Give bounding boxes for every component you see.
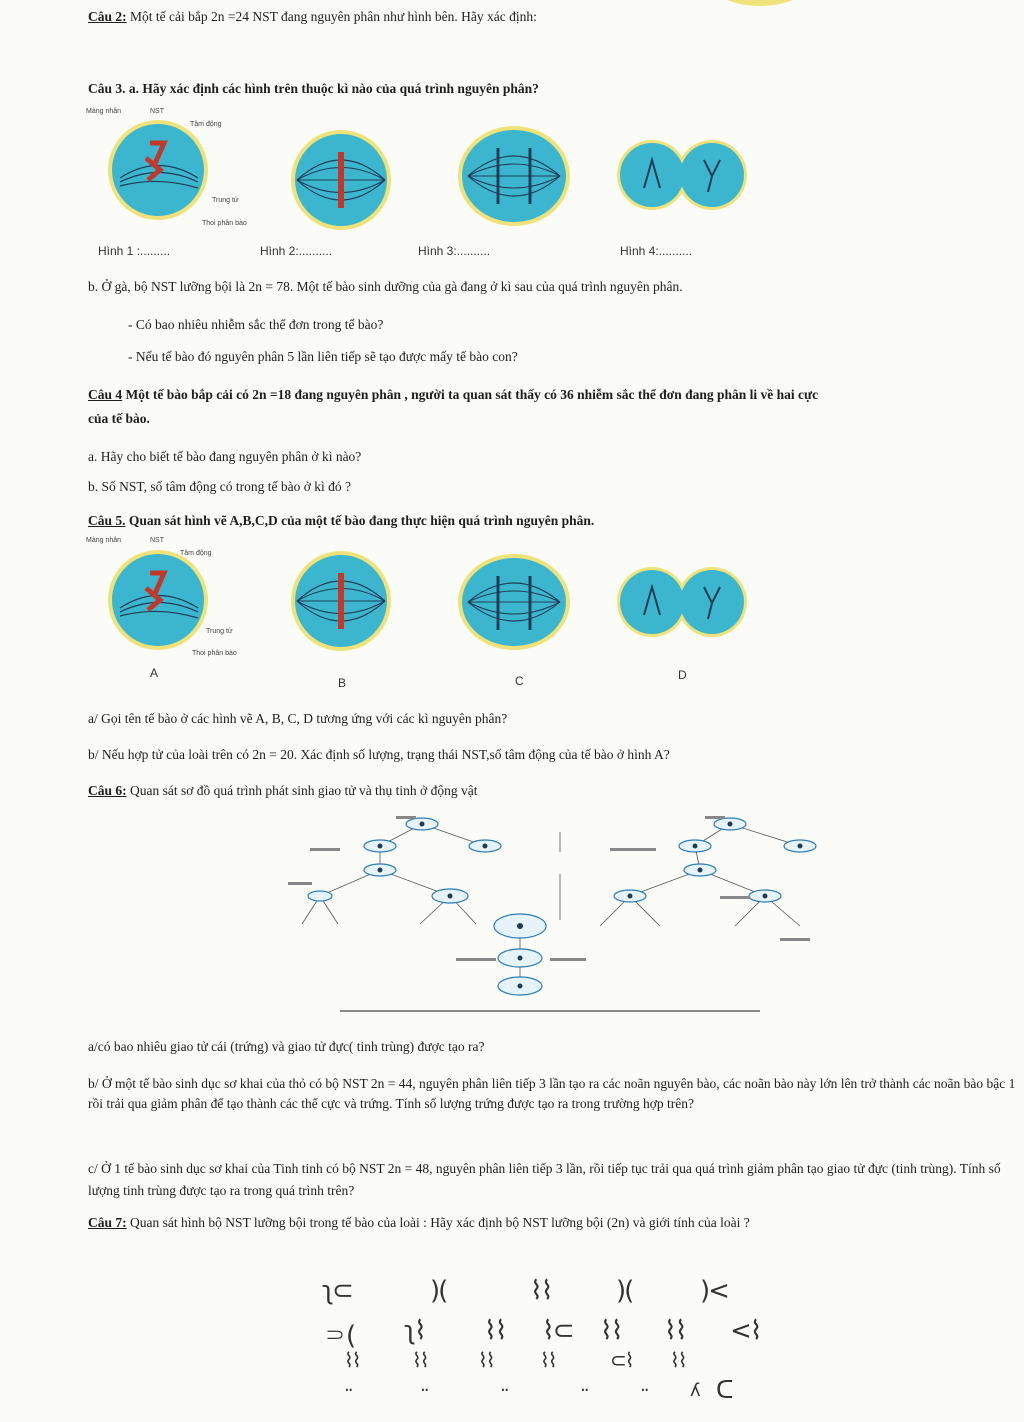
chromosome-pair-11: ⌇⌇ — [664, 1316, 686, 1346]
question-4 — [88, 386, 818, 403]
chromosome-pair-23: ⋅⋅ — [640, 1380, 648, 1401]
telophase-cell-image — [616, 124, 748, 226]
gametogenesis-diagram — [280, 808, 840, 1020]
question-4-label: Câu 4 — [88, 387, 123, 402]
chromosome-pair-10: ⌇⌇ — [600, 1316, 622, 1346]
cell-b-image — [282, 550, 400, 652]
fig2-label-nuclear-membrane: Màng nhân — [86, 537, 122, 544]
chromosome-pair-21: ⋅⋅ — [500, 1380, 508, 1401]
fig1-label-spindle: Thoi phân bào — [202, 220, 247, 227]
figure-caption-1: Hình 1 :......... — [98, 244, 171, 258]
figure-caption-d: D — [678, 668, 687, 682]
question-3b-item-1: - Có bao nhiêu nhiễm sắc thể đơn trong tế bào? — [128, 317, 384, 332]
chromosome-pair-4: )( — [616, 1276, 633, 1306]
chromosome-pair-9: ⌇⊂ — [542, 1316, 573, 1346]
question-5-label: Câu 5. — [88, 513, 126, 528]
question-4b: b. Số NST, số tâm động có trong tế bào ở kì đó ? — [88, 479, 351, 494]
question-6c: c/ Ở 1 tế bào sinh dục sơ khai của Tinh tinh có bộ NST 2n = 48, nguyên phân liên tiếp 3 lần, rồi tiếp tục trải qua quá trình giảm phân tạo giao tử đực (tinh trùng). Tính số lượng tinh trùng được tạo ra trong quá trình trên? — [88, 1161, 1001, 1198]
prophase-cell-image — [108, 118, 208, 223]
question-7-label: Câu 7: — [88, 1215, 127, 1230]
question-4-text: Một tế bào bắp cải có 2n =18 đang nguyên phân , người ta quan sát thấy có 36 nhiễm sắc thể đơn đang phân li về hai cực — [122, 387, 819, 402]
question-3a: Câu 3. a. Hãy xác định các hình trên thuộc kì nào của quá trình nguyên phân? — [88, 81, 539, 96]
question-5 — [88, 512, 594, 529]
figure-caption-c: C — [515, 674, 524, 688]
chromosome-pair-1: ʅ⊂ — [322, 1276, 352, 1306]
chromosome-pair-22: ⋅⋅ — [580, 1380, 588, 1401]
question-7 — [88, 1214, 750, 1231]
question-2-text: Một tế cải bắp 2n =24 NST đang nguyên phân như hình bên. Hãy xác định: — [126, 9, 537, 24]
chromosome-pair-18: ⌇⌇ — [670, 1348, 686, 1372]
chromosome-pair-20: ⋅⋅ — [420, 1380, 428, 1401]
chromosome-pair-19: ⋅⋅ — [344, 1380, 352, 1401]
fig2-label-spindle: Thoi phân bào — [192, 650, 237, 657]
metaphase-cell-image — [282, 130, 400, 230]
chromosome-pair-7: ʅ⌇ — [404, 1316, 425, 1346]
fig2-label-centromere: Tâm động — [180, 550, 212, 557]
question-3b: b. Ở gà, bộ NST lưỡng bội là 2n = 78. Một tế bào sinh dưỡng của gà đang ở kì sau của quá trình nguyên phân. — [88, 279, 683, 294]
figure-caption-2: Hình 2:.......... — [260, 244, 333, 258]
chromosome-pair-12: <⌇ — [730, 1316, 761, 1346]
question-6-text: Quan sát sơ đồ quá trình phát sinh giao tử và thụ tinh ở động vật — [126, 783, 478, 798]
chromosome-pair-14: ⌇⌇ — [412, 1348, 428, 1372]
chromosome-x: ʎ — [690, 1380, 699, 1401]
fig2-label-chromosome: NST — [150, 537, 164, 544]
chromosome-pair-15: ⌇⌇ — [478, 1348, 494, 1372]
question-5a: a/ Gọi tên tế bào ở các hình vẽ A, B, C, D tương ứng với các kì nguyên phân? — [88, 711, 508, 726]
question-4a: a. Hãy cho biết tế bào đang nguyên phân ở kì nào? — [88, 449, 362, 464]
cropped-cell-image — [700, 0, 820, 14]
chromosome-y: ᑕ — [716, 1376, 732, 1404]
cell-d-image — [616, 552, 748, 652]
question-2-label: Câu 2: — [88, 9, 127, 24]
chromosome-pair-16: ⌇⌇ — [540, 1348, 556, 1372]
question-2 — [88, 8, 537, 25]
question-6-label: Câu 6: — [88, 783, 127, 798]
fig1-label-centromere: Tâm động — [190, 121, 222, 128]
chromosome-pair-17: ⊂⌇ — [610, 1348, 633, 1372]
chromosome-pair-3: ⌇⌇ — [530, 1276, 552, 1306]
fig1-label-centriole: Trung tử — [212, 197, 239, 204]
question-6 — [88, 782, 477, 799]
anaphase-cell-image — [454, 122, 574, 230]
figure-caption-b: B — [338, 676, 347, 690]
chromosome-pair-6: ⸧( — [322, 1321, 355, 1351]
figure-caption-3: Hình 3:.......... — [418, 244, 491, 258]
question-3b-item-2: - Nếu tế bào đó nguyên phân 5 lần liên tiếp sẽ tạo được mấy tế bào con? — [128, 349, 518, 364]
chromosome-pair-2: )( — [430, 1276, 447, 1306]
fig1-label-nuclear-membrane: Màng nhân — [86, 108, 122, 115]
cell-a-image — [108, 548, 208, 653]
chromosome-pair-5: )< — [700, 1276, 728, 1306]
chromosome-pair-13: ⌇⌇ — [344, 1348, 360, 1372]
figure-caption-4: Hình 4:.......... — [620, 244, 693, 258]
cell-c-image — [454, 550, 574, 654]
question-6b: b/ Ở một tế bào sinh dục sơ khai của thỏ có bộ NST 2n = 44, nguyên phân liên tiếp 3 lần tạo ra các noãn nguyên bào, các noãn bào này lớn lên trở thành các noãn bào bậc 1 rồi trải qua giảm phân để tạo thành các thể cực và trứng. Tính số lượng trứng được tạo ra trong trường hợp trên? — [88, 1076, 1016, 1111]
question-5-text: Quan sát hình vẽ A,B,C,D của một tế bào đang thực hiện quá trình nguyên phân. — [125, 513, 595, 528]
fig2-label-centriole: Trung tử — [206, 628, 233, 635]
figure-caption-a: A — [150, 666, 159, 680]
fig1-label-chromosome: NST — [150, 108, 164, 115]
question-6a: a/có bao nhiêu giao tử cái (trứng) và giao tử đực( tinh trùng) được tạo ra? — [88, 1039, 485, 1054]
question-4-text-line-2: của tế bào. — [88, 411, 150, 426]
question-7-text: Quan sát hình bộ NST lưỡng bội trong tế bào của loài : Hãy xác định bộ NST lưỡng bội (2n) và giới tính của loài ? — [126, 1215, 750, 1230]
chromosome-pair-8: ⌇⌇ — [484, 1316, 506, 1346]
question-5b: b/ Nếu hợp tử của loài trên có 2n = 20. Xác định số lượng, trạng thái NST,số tâm động của tế bào ở hình A? — [88, 747, 670, 762]
